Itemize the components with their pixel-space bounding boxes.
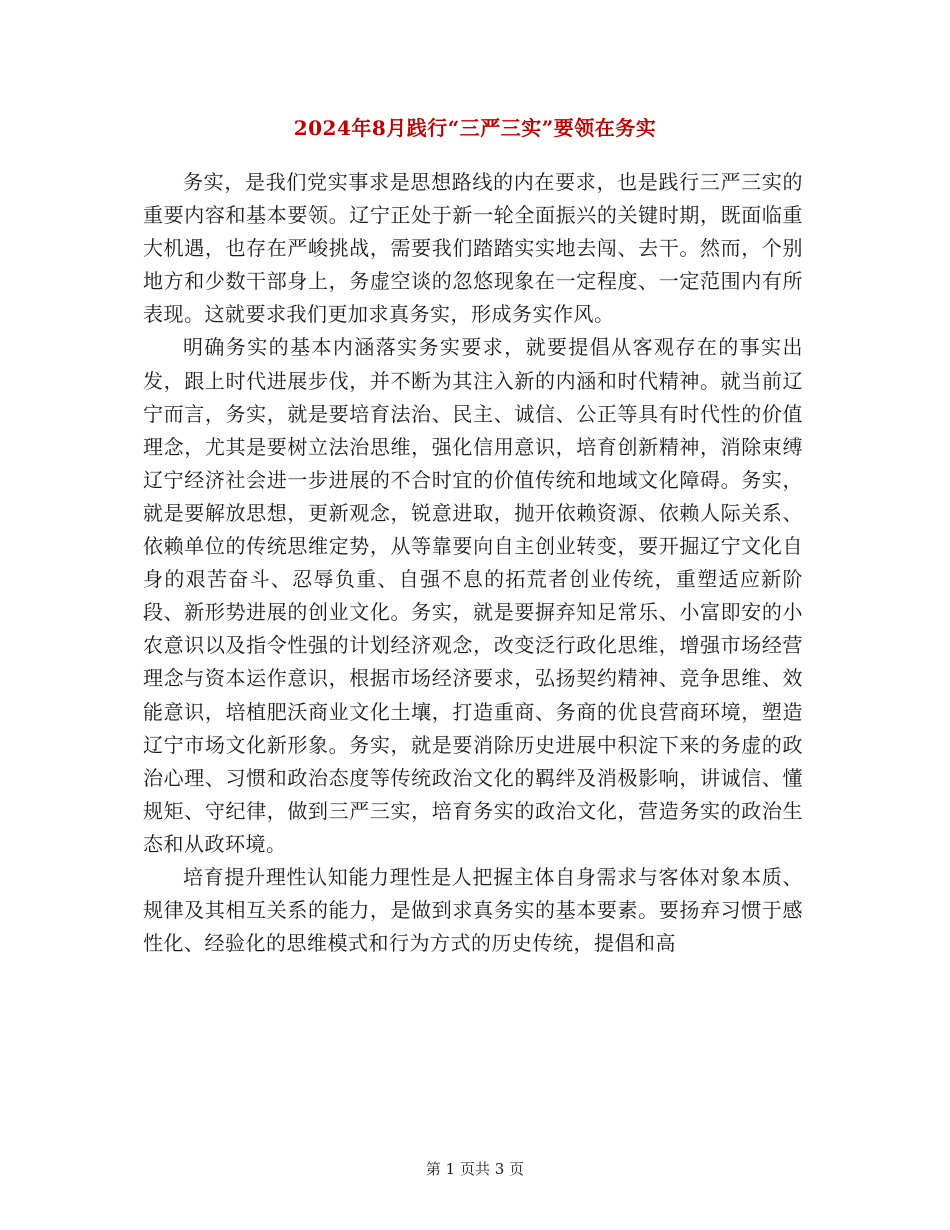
- document-body: [143, 166, 803, 960]
- paragraph-1: 务实，是我们党实事求是思想路线的内在要求，也是践行三严三实的重要内容和基本要领。辽宁正处于新一轮全面振兴的关键时期，既面临重大机遇，也存在严峻挑战，需要我们踏踏实实地去闯、去干。然而，个别地方和少数干部身上，务虚空谈的忽悠现象在一定程度、一定范围内有所表现。这就要求我们更加求真务实，形成务实作风。: [143, 170, 803, 327]
- paragraph-3: 培育提升理性认知能力理性是人把握主体自身需求与客体对象本质、规律及其相互关系的能力，是做到求真务实的基本要素。要扬弃习惯于感性化、经验化的思维模式和行为方式的历史传统，提倡和高: [143, 864, 803, 956]
- document-title: 2024年8月践行“三严三实”要领在务实: [293, 116, 657, 140]
- page-footer: 第 1 页共 3 页: [425, 1160, 525, 1178]
- paragraph-2: 明确务实的基本内涵落实务实要求，就要提倡从客观存在的事实出发，跟上时代进展步伐，并不断为其注入新的内涵和时代精神。就当前辽宁而言，务实，就是要培育法治、民主、诚信、公正等具有时代性的价值理念，尤其是要树立法治思维，强化信用意识，培育创新精神，消除束缚辽宁经济社会进一步进展的不合时宜的价值传统和地域文化障碍。务实，就是要解放思想，更新观念，锐意进取，抛开依赖资源、依赖人际关系、依赖单位的传统思维定势，从等靠要向自主创业转变，要开掘辽宁文化自身的艰苦奋斗、忍辱负重、自强不息的拓荒者创业传统，重塑适应新阶段、新形势进展的创业文化。务实，就是要摒弃知足常乐、小富即安的小农意识以及指令性强的计划经济观念，改变泛行政化思维，增强市场经营理念与资本运作意识，根据市场经济要求，弘扬契约精神、竞争思维、效能意识，培植肥沃商业文化土壤，打造重商、务商的优良营商环境，塑造辽宁市场文化新形象。务实，就是要消除历史进展中积淀下来的务虚的政治心理、习惯和政治态度等传统政治文化的羁绊及消极影响，讲诚信、懂规矩、守纪律，做到三严三实，培育务实的政治文化，营造务实的政治生态和从政环境。: [143, 335, 803, 856]
